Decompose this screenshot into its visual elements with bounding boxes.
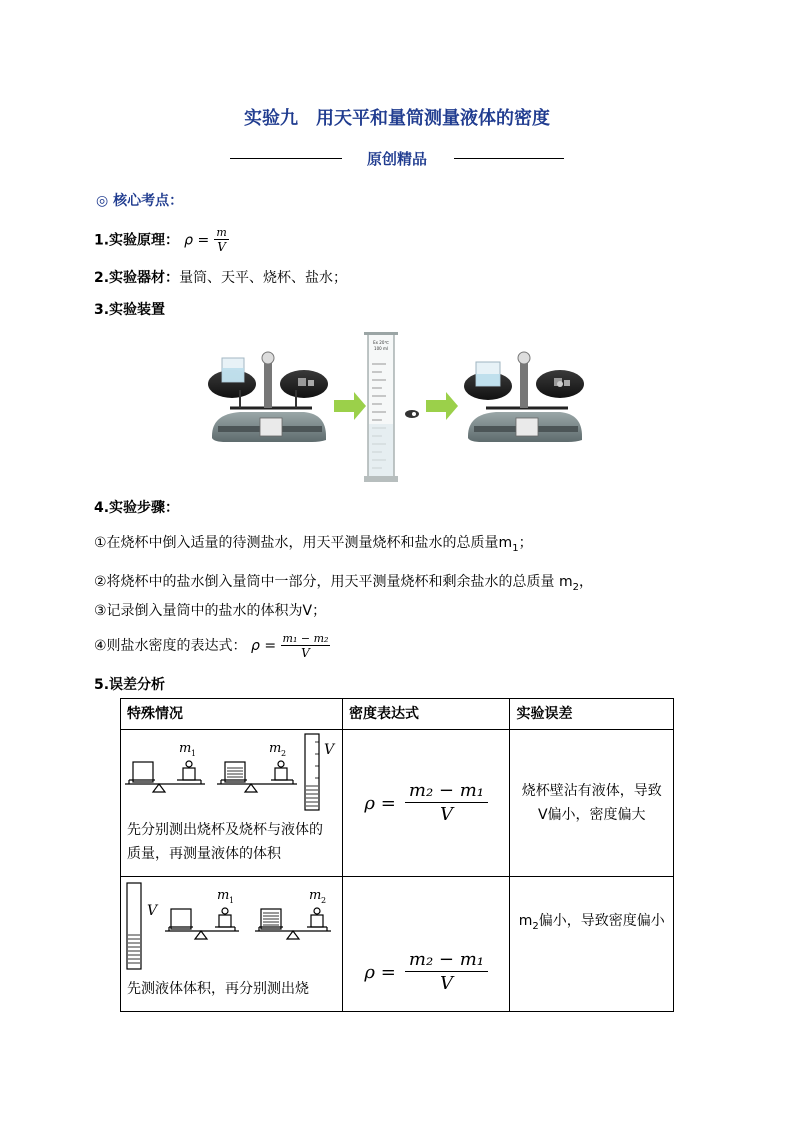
row1-m2-sub: 2 [281,749,287,758]
row1-m2: m [269,741,282,756]
row2-m2-sub: 2 [321,896,327,905]
apparatus-label: 3.实验装置 [94,302,166,318]
step-4 [94,632,330,660]
row2-case-desc: 先测液体体积，再分别测出烧 [127,981,309,997]
row1-num: m₂ − m₁ [405,780,488,803]
row1-error-text: 烧杯壁沾有液体，导致V偏小，密度偏大 [521,783,662,823]
row1-case-cell [121,730,343,877]
cylinder-label: Ex 20℃ [373,340,389,345]
balance-left-icon [208,352,328,442]
principle-rho: ρ = [184,232,210,249]
row2-error-m-sub: 2 [532,920,539,932]
row2-v: V [147,903,158,919]
row1-diagram [121,730,341,818]
row1-fraction [405,780,488,827]
step-1-end: ； [518,535,533,551]
step-4-num: m₁ − m₂ [282,632,329,645]
step-4-fraction [281,632,331,660]
row2-error-cell [510,877,674,1012]
principle-line [94,226,229,254]
dropper-icon [405,410,419,418]
error-table [120,698,674,1012]
principle-label: 1.实验原理： [94,232,180,249]
row1-expression-cell [342,730,509,877]
row1-v: V [324,742,335,758]
row1-den: V [439,803,453,825]
row1-case-desc: 先分别测出烧杯及烧杯与液体的质量，再测量液体的体积 [127,822,323,862]
row2-case-cell [121,877,343,1012]
balance-right-icon [464,352,584,442]
row2-rho: ρ = [364,962,396,983]
row2-m1: m [217,888,230,903]
step-4-text: ④则盐水密度的表达式： [94,638,247,654]
step-3: ③记录倒入量筒中的盐水的体积为V； [94,603,327,619]
step-4-den: V [301,646,310,660]
equipment-label: 2.实验器材： [94,270,180,286]
row2-diagram [121,877,341,977]
principle-num: m [216,226,227,239]
row1-m1: m [179,741,192,756]
row1-m1-sub: 1 [191,749,197,758]
step-2 [94,571,593,593]
table-header-row [121,699,674,730]
core-heading: ◎ 核心考点： [96,193,184,209]
equipment-line [94,267,347,287]
step-1 [94,532,533,554]
row2-m1-sub: 1 [229,896,235,905]
table-row [121,730,674,877]
header-case: 特殊情况 [121,699,343,730]
error-label: 5.误差分析 [94,677,166,693]
step-1-sub: 1 [512,542,519,554]
row1-error-cell [510,730,674,877]
row2-error-text-wrap [510,877,673,939]
row2-num: m₂ − m₁ [405,949,488,972]
row2-error-text: 偏小，导致密度偏小 [538,913,665,929]
steps-label: 4.实验步骤： [94,500,180,516]
row1-rho: ρ = [364,792,396,814]
header-expression: 密度表达式 [342,699,509,730]
step-2-text: ②将烧杯中的盐水倒入量筒中一部分，用天平测量烧杯和剩余盐水的总质量 m [94,574,573,590]
row2-expression-cell [342,877,509,1012]
cylinder-volume: 100 ml [374,346,388,351]
row2-m2: m [309,888,322,903]
page-title: 实验九 用天平和量筒测量液体的密度 [244,108,550,129]
step-2-sub: 2 [572,581,580,593]
step-1-text: ①在烧杯中倒入适量的待测盐水，用天平测量烧杯和盐水的总质量m [94,535,513,551]
row2-den: V [439,973,453,994]
principle-den: V [217,240,226,254]
arrow-right-icon [426,392,458,420]
equipment-text: 量筒、天平、烧杯、盐水； [179,270,348,286]
row2-fraction [405,949,488,996]
subtitle-row [0,146,794,170]
arrow-right-icon [334,392,366,420]
apparatus-illustration [200,328,590,484]
principle-fraction [214,226,228,254]
step-4-rho: ρ = [251,638,277,654]
subtitle-right-rule [454,158,564,159]
graduated-cylinder-icon [364,332,398,482]
subtitle: 原创精品 [366,150,427,168]
header-error: 实验误差 [510,699,674,730]
table-row [121,877,674,1012]
step-2-end: ， [579,574,594,590]
row2-error-m: m [518,913,533,929]
